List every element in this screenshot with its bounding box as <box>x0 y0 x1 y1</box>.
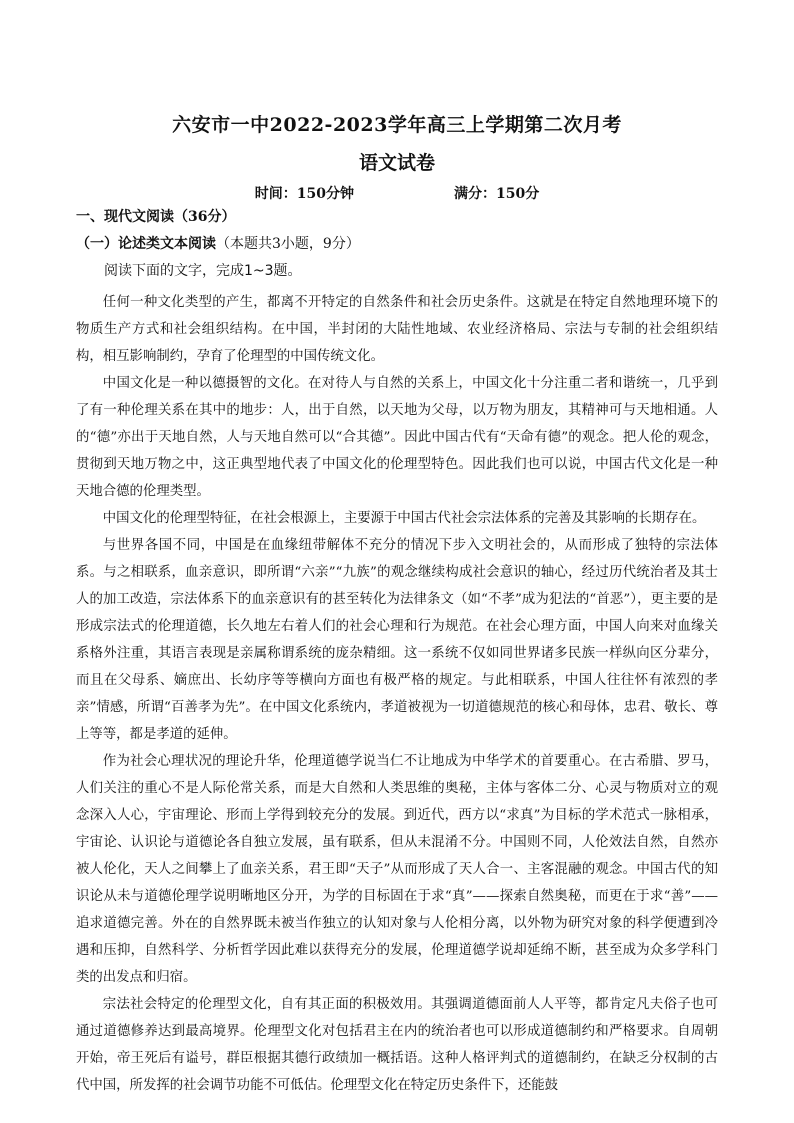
exam-subtitle: 语文试卷 <box>358 152 435 174</box>
passage-paragraph: 任何一种文化类型的产生，都离不开特定的自然条件和社会历史条件。这就是在特定自然地理环境下的物质生产方式和社会组织结构。在中国，半封闭的大陆性地域、农业经济格局、宗法与专制的社会组织结构，相互影响制约，孕育了伦理型的中国传统文化。 <box>76 295 718 364</box>
passage-body <box>76 289 718 1099</box>
sub-section-note: （本题共3小题，9分） <box>216 236 360 252</box>
sub-section-heading <box>76 233 360 253</box>
passage-paragraph: 作为社会心理状况的理论升华，伦理道德学说当仁不让地成为中华学术的首要重心。在古希腊、罗马，人们关注的重心不是人际伦常关系，而是大自然和人类思维的奥秘，主体与客体二分、心灵与物质对立的观念深入人心，宇宙理论、形而上学得到较充分的发展。到近代，西方以“求真”为目标的学术范式一脉相承，宇宙论、认识论与道德论各自独立发展，虽有联系，但从未混淆不分。中国则不同，人伦效法自然，自然亦被人伦化，天人之间攀上了血亲关系，君王即“天子”从而形成了天人合一、主客混融的观念。中国古代的知识论从未与道德伦理学说明晰地区分开，为学的目标固在于求“真”——探索自然奥秘，而更在于求“善”——追求道德完善。外在的自然界既未被当作独立的认知对象与人伦相分离，以外物为研究对象的科学便遭到冷遇和压抑，自然科学、分析哲学因此难以获得充分的发展，伦理道德学说却延绵不断，甚至成为众多学科门类的出发点和归宿。 <box>76 754 718 985</box>
passage-paragraph: 与世界各国不同，中国是在血缘纽带解体不充分的情况下步入文明社会的，从而形成了独特的宗法体系。与之相联系，血亲意识，即所谓“六亲”“九族”的观念继续构成社会意识的轴心，经过历代统治者及其士人的加工改造，宗法体系下的血亲意识有的甚至转化为法律条文（如“不孝”成为犯法的“首恶”），更主要的是形成宗法式的伦理道德，长久地左右着人们的社会心理和行为规范。在社会心理方面，中国人向来对血缘关系格外注重，其语言表现是亲属称谓系统的庞杂精细。这一系统不仅如同世界诸多民族一样纵向区分辈分，而且在父母系、嫡庶出、长幼序等等横向方面也有极严格的规定。与此相联系，中国人往往怀有浓烈的孝亲”情感，所谓“百善孝为先”。在中国文化系统内，孝道被视为一切道德规范的核心和母体，忠君、敬长、尊上等等，都是孝道的延伸。 <box>76 538 718 742</box>
passage-paragraph: 中国文化是一种以德摄智的文化。在对待人与自然的关系上，中国文化十分注重二者和谐统一，几乎到了有一种伦理关系在其中的地步：人，出于自然，以天地为父母，以万物为朋友，其精神可与天地相通。人的“德”亦出于天地自然，人与天地自然可以“合其德”。因此中国古代有“天命有德”的观念。把人伦的观念，贯彻到天地万物之中，这正典型地代表了中国文化的伦理型特色。因此我们也可以说，中国古代文化是一种天地合德的伦理类型。 <box>76 376 718 499</box>
exam-score: 满分：150分 <box>454 186 540 202</box>
reading-instruction: 阅读下面的文字，完成1~3题。 <box>104 263 302 279</box>
exam-time: 时间：150分钟 <box>254 186 354 202</box>
passage-paragraph: 中国文化的伦理型特征，在社会根源上，主要源于中国古代社会宗法体系的完善及其影响的长期存在。 <box>102 511 706 526</box>
exam-title: 六安市一中2022-2023学年高三上学期第二次月考 <box>172 114 622 136</box>
section-heading: 一、现代文阅读（36分） <box>76 209 236 225</box>
sub-section-title: （一）论述类文本阅读 <box>76 236 216 252</box>
passage-paragraph: 宗法社会特定的伦理型文化，自有其正面的积极效用。其强调道德面前人人平等，都肯定凡夫俗子也可通过道德修养达到最高境界。伦理型文化对包括君主在内的统治者也可以形成道德制约和严格要求。自周朝开始，帝王死后有谥号，群臣根据其德行政绩加一概括语。这种人格评判式的道德制约，在缺乏分权制的古代中国，所发挥的社会调节功能不可低估。伦理型文化在特定历史条件下，还能鼓 <box>76 997 718 1093</box>
exam-meta <box>0 183 794 203</box>
